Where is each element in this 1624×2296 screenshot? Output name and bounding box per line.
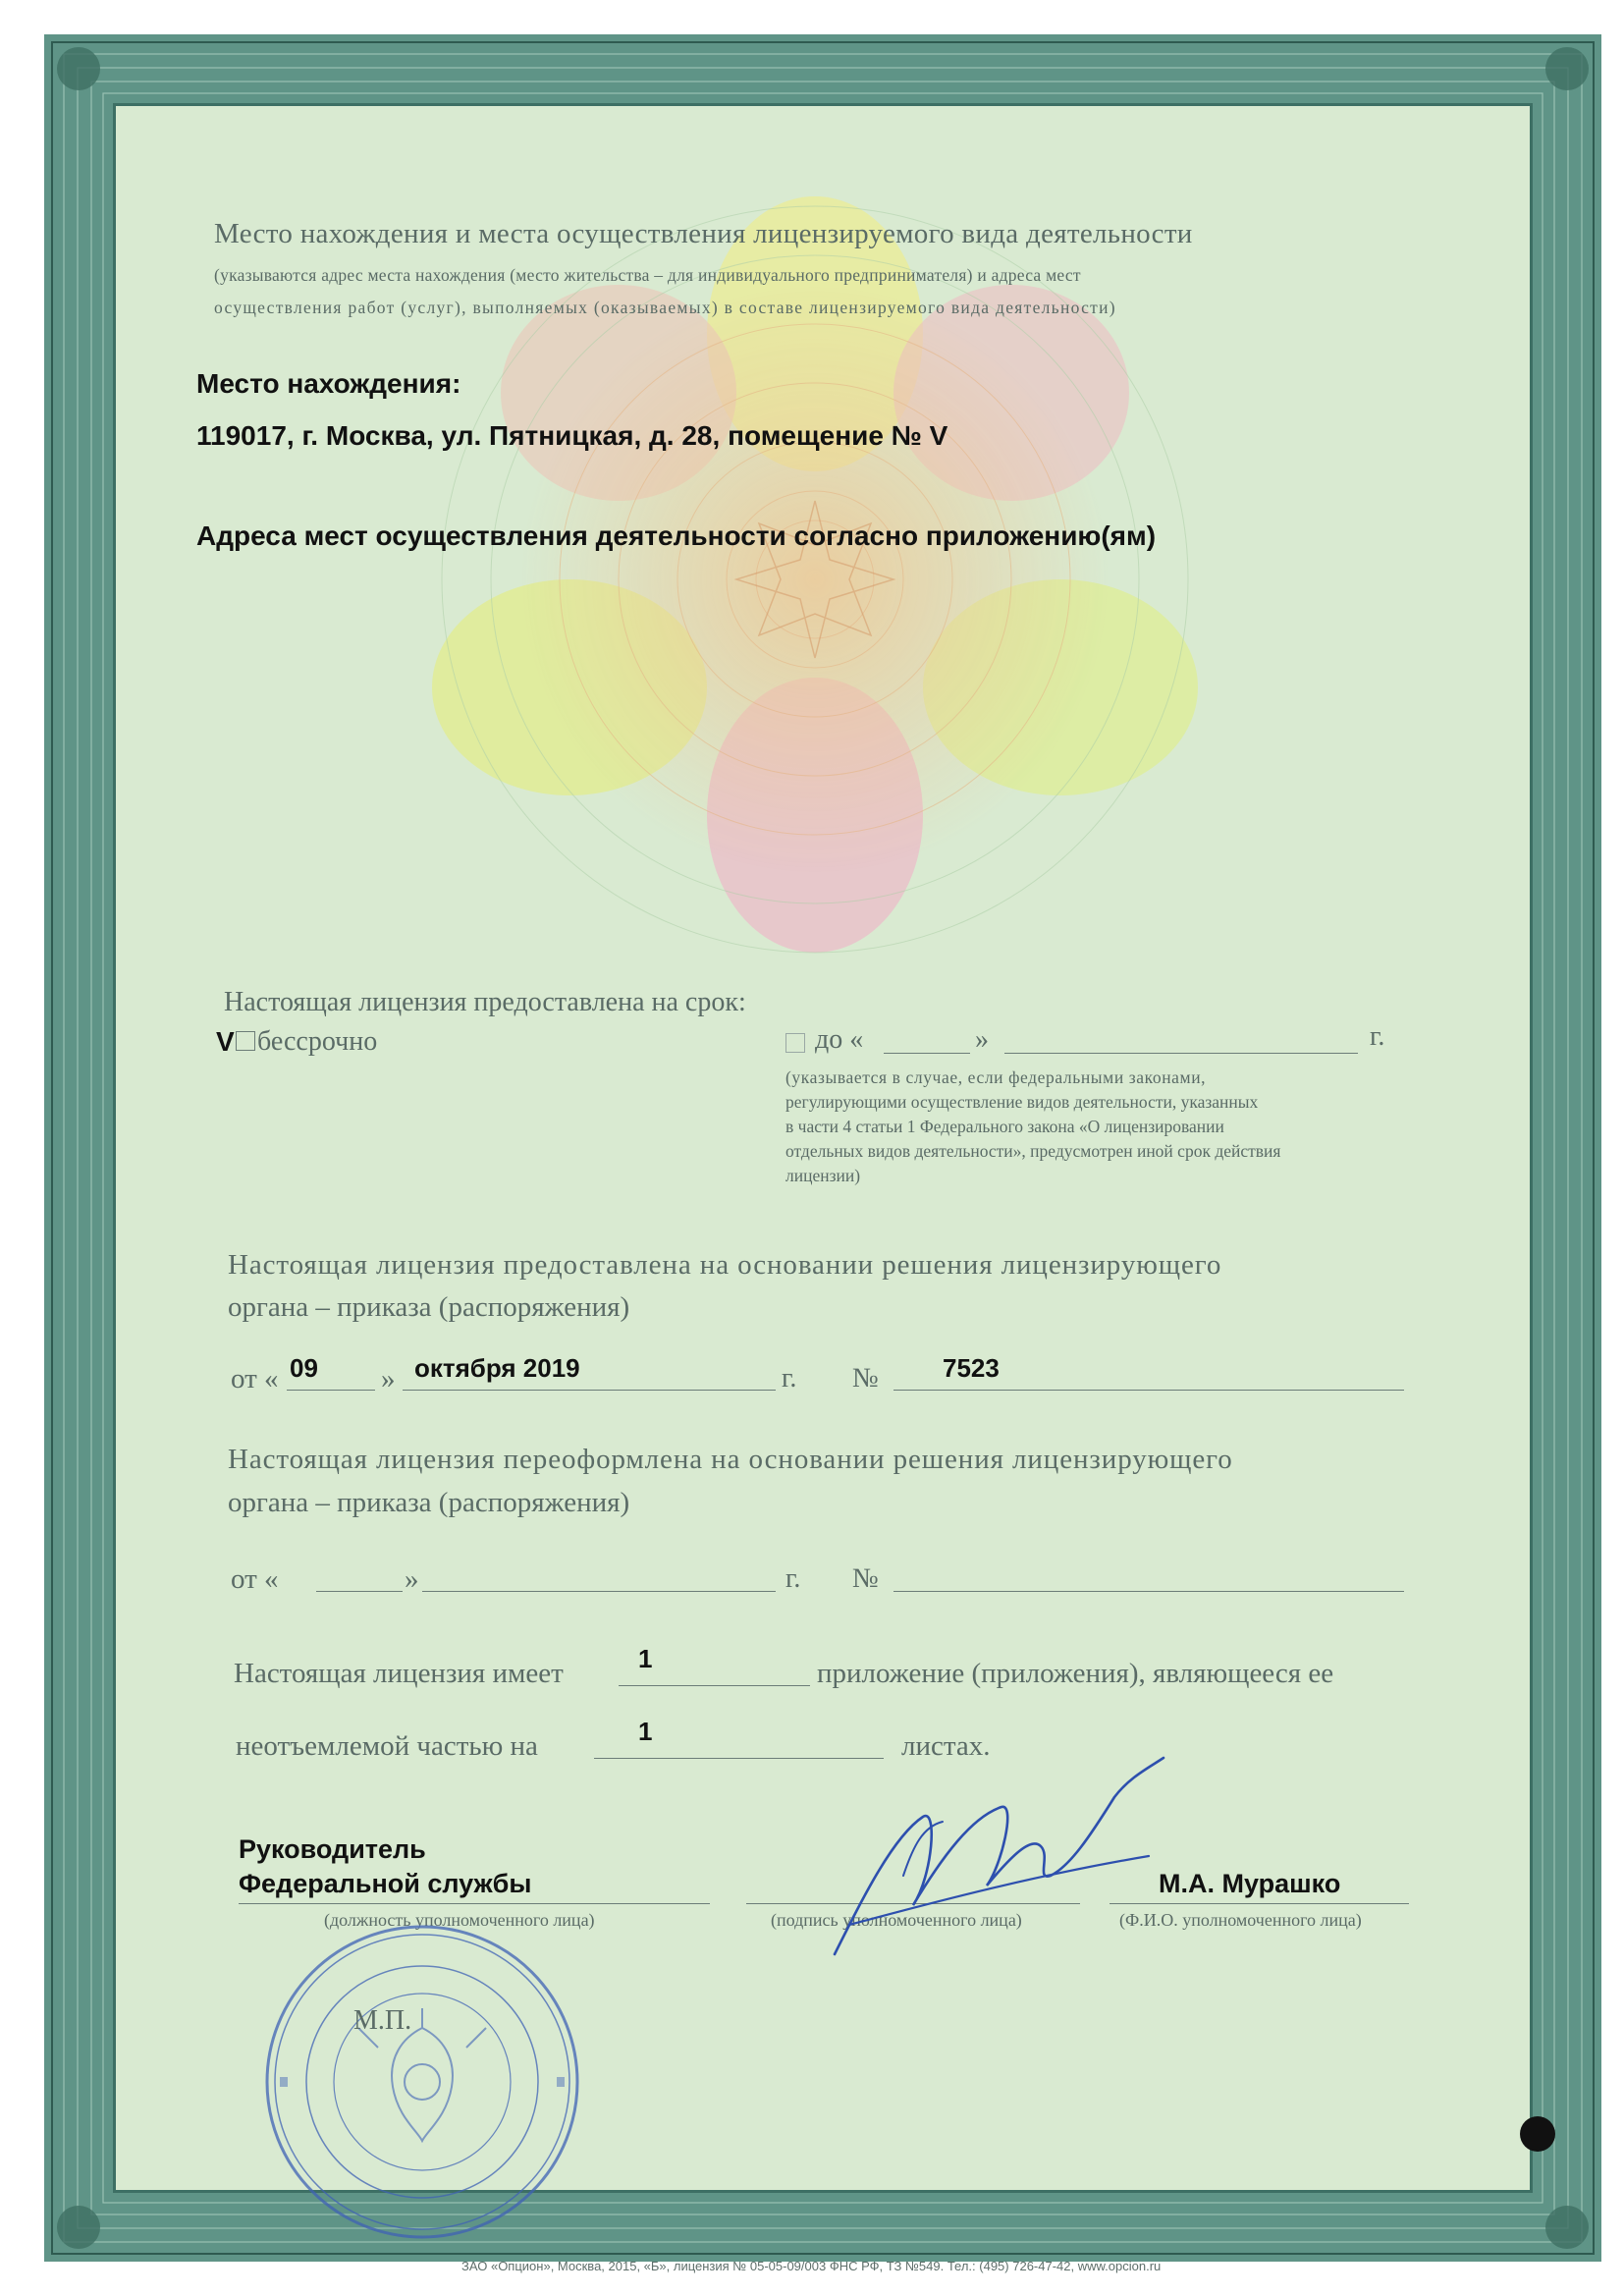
punch-hole	[1520, 2116, 1555, 2152]
location-address: 119017, г. Москва, ул. Пятницкая, д. 28, помещение № V	[196, 420, 948, 451]
reissue-day-line	[316, 1591, 403, 1592]
appendix-sheets-count: 1	[638, 1717, 653, 1746]
basis-number-label: №	[852, 1363, 879, 1394]
handwritten-signature	[776, 1738, 1168, 1974]
reissue-number-line	[893, 1591, 1404, 1592]
until-day-line	[884, 1053, 970, 1054]
seal-place-label: М.П.	[353, 2005, 412, 2036]
basis-date-line	[403, 1390, 776, 1391]
appendix-count: 1	[638, 1644, 653, 1673]
printer-footer: ЗАО «Опцион», Москва, 2015, «Б», лицензия № 05-05-09/003 ФНС РФ, ТЗ №549. Тел.: (495) 726-47-42, www.opcion.ru	[461, 2259, 1162, 2273]
term-heading: Настоящая лицензия предоставлена на срок:	[224, 987, 746, 1017]
reissue-from-label: от «	[231, 1563, 279, 1595]
until-mid: »	[975, 1024, 989, 1055]
unlimited-checkmark: V	[216, 1026, 235, 1057]
basis-year-suffix: г.	[782, 1363, 797, 1394]
reissue-text-2: органа – приказа (распоряжения)	[228, 1487, 630, 1518]
activity-addresses: Адреса мест осуществления деятельности согласно приложению(ям)	[196, 520, 1157, 551]
basis-month-year: октября 2019	[414, 1353, 580, 1383]
unlimited-label: бессрочно	[257, 1026, 378, 1057]
until-checkbox	[785, 1033, 805, 1053]
reissue-date-line	[422, 1591, 776, 1592]
header-subtitle-1: (указываются адрес места нахождения (место жительства – для индивидуального предпринимателя) и адреса мест	[214, 265, 1081, 285]
signature-caption: (подпись уполномоченного лица)	[771, 1910, 1022, 1930]
basis-day-line	[287, 1390, 375, 1391]
header-title: Место нахождения и места осуществления лицензируемого вида деятельности	[214, 218, 1193, 249]
basis-number-line	[893, 1390, 1404, 1391]
position-line	[239, 1903, 710, 1904]
reissue-close-quote: »	[405, 1563, 419, 1595]
basis-day: 09	[290, 1353, 318, 1383]
signatory-position-1: Руководитель	[239, 1834, 426, 1864]
term-note-2: регулирующими осуществление видов деятельности, указанных	[785, 1092, 1259, 1112]
appendix-count-line	[619, 1685, 810, 1686]
location-label: Место нахождения:	[196, 368, 461, 399]
basis-text-1: Настоящая лицензия предоставлена на основании решения лицензирующего	[228, 1249, 1222, 1281]
term-note-4: отдельных видов деятельности», предусмотрен иной срок действия	[785, 1141, 1281, 1161]
until-year-suffix: г.	[1370, 1021, 1385, 1052]
header-subtitle-2: осуществления работ (услуг), выполняемых (оказываемых) в составе лицензируемого вида деятельности)	[214, 298, 1116, 317]
term-note-5: лицензии)	[785, 1166, 861, 1185]
term-note-3: в части 4 статьи 1 Федерального закона «О лицензировании	[785, 1117, 1224, 1136]
name-caption: (Ф.И.О. уполномоченного лица)	[1119, 1910, 1362, 1930]
reissue-number-label: №	[852, 1563, 879, 1594]
reissue-text-1: Настоящая лицензия переоформлена на основании решения лицензирующего	[228, 1444, 1233, 1475]
basis-from-label: от «	[231, 1363, 279, 1394]
position-caption: (должность уполномоченного лица)	[324, 1910, 595, 1930]
until-prefix: до «	[815, 1024, 864, 1055]
appendix-text-after: приложение (приложения), являющееся ее	[817, 1658, 1334, 1689]
term-note-1: (указывается в случае, если федеральными законами,	[785, 1067, 1207, 1087]
until-date-line	[1004, 1053, 1358, 1054]
appendix-text-before: Настоящая лицензия имеет	[234, 1658, 564, 1689]
basis-text-2: органа – приказа (распоряжения)	[228, 1291, 630, 1323]
signatory-name: М.А. Мурашко	[1159, 1869, 1341, 1898]
signatory-position-2: Федеральной службы	[239, 1869, 532, 1898]
reissue-year-suffix: г.	[785, 1563, 801, 1594]
basis-close-quote: »	[381, 1363, 396, 1394]
appendix-sheets-before: неотъемлемой частью на	[236, 1730, 538, 1762]
unlimited-checkbox	[236, 1031, 255, 1051]
basis-number: 7523	[943, 1353, 1000, 1383]
appendix-sheets-after: листах.	[901, 1730, 991, 1762]
official-seal	[260, 1920, 584, 2244]
